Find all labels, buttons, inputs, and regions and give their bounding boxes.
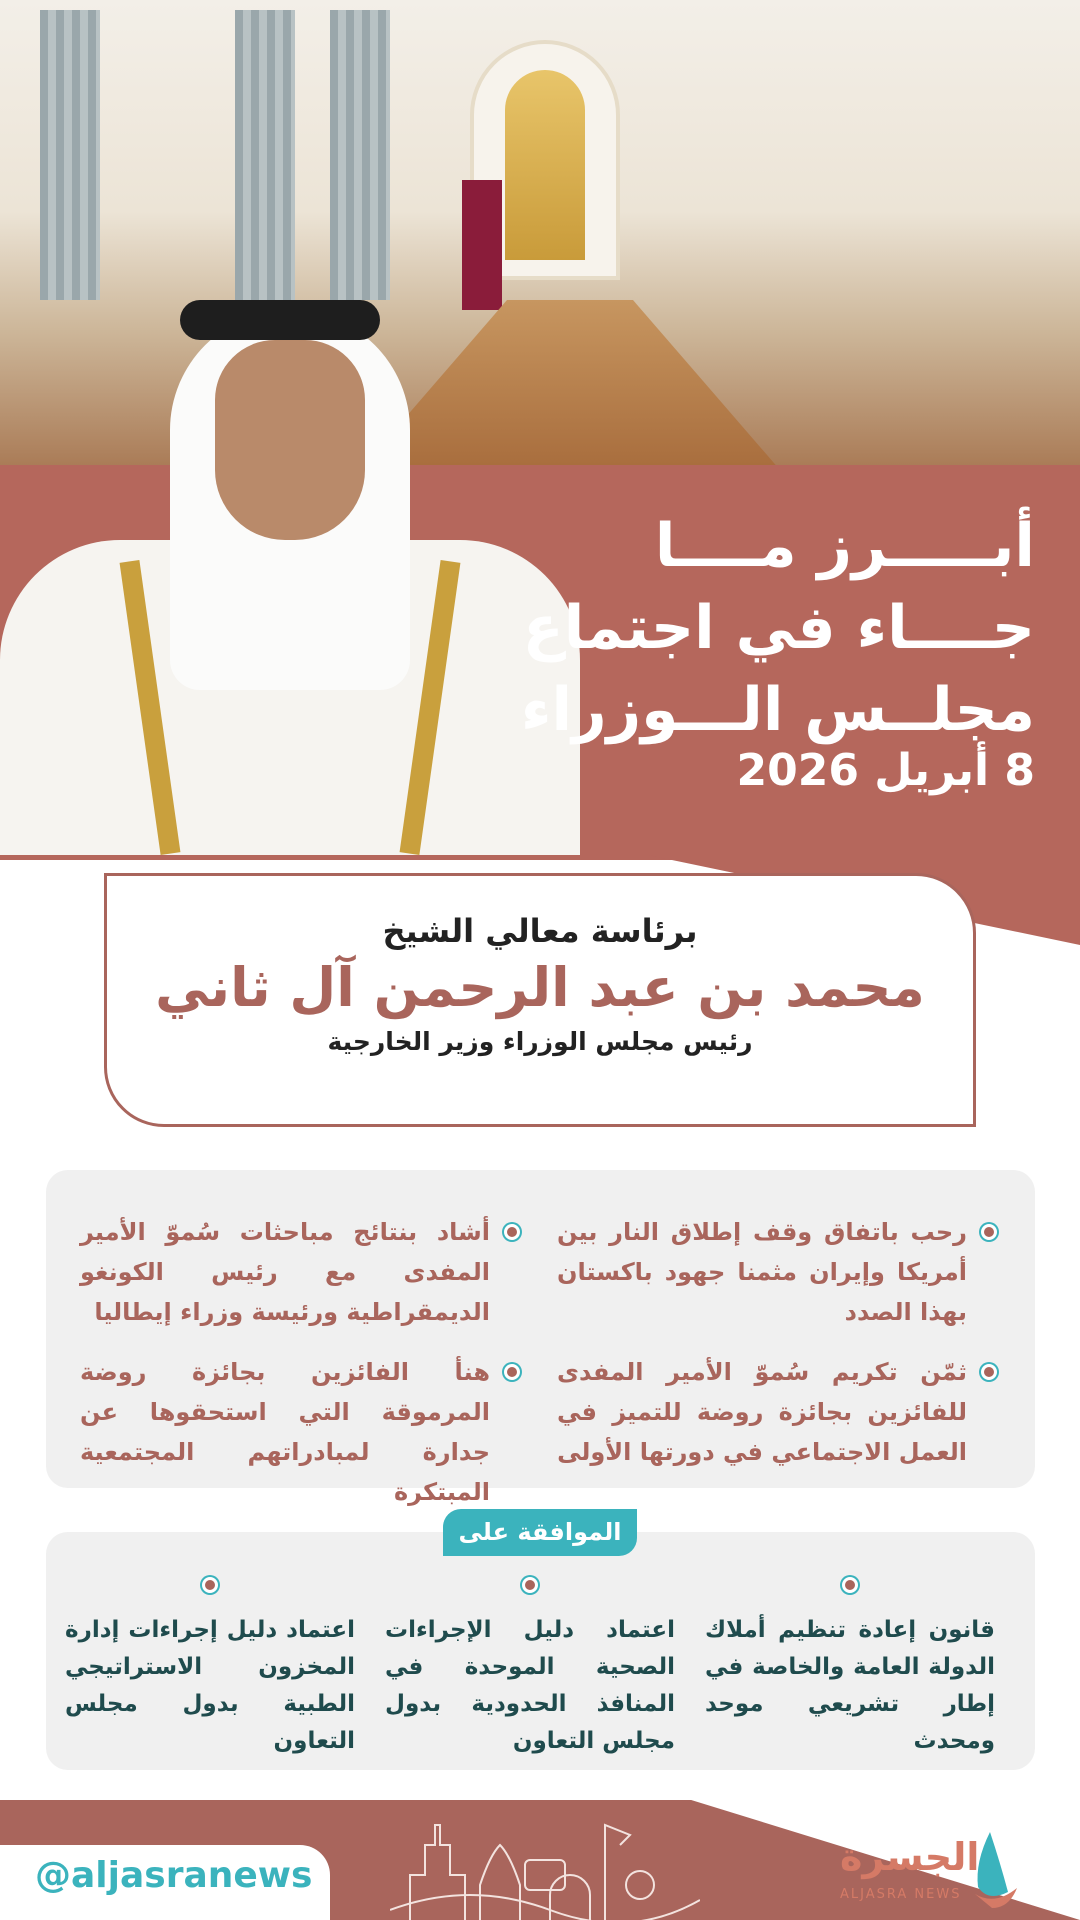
chair-name: محمد بن عبد الرحمن آل ثاني [155,956,925,1019]
chair-box [104,873,976,1127]
highlight-text: رحب باتفاق وقف إطلاق النار بين أمريكا وإيران مثمنا جهود باكستان بهذا الصدد [557,1218,967,1326]
highlights-panel [46,1170,1035,1506]
approval-panel [46,1532,1035,1770]
bullet-icon [522,1577,538,1593]
highlight-item [80,1212,520,1332]
approval-label: الموافقة على [443,1509,637,1556]
bullet-icon [202,1577,218,1593]
approval-item [385,1612,675,1760]
face [215,340,365,540]
logo-english: ALJASRA NEWS [840,1887,962,1902]
approval-text: قانون إعادة تنظيم أملاك الدولة العامة والخاصة في إطار تشريعي موحد ومحدث [705,1617,995,1754]
bullet-icon [504,1364,520,1380]
headline [521,505,1035,751]
approval-item [65,1612,355,1760]
highlight-item [557,1212,997,1332]
highlight-text: هنأ الفائزين بجائزة روضة المرموقة التي استحقوها عن جدارة لمبادراتهم المجتمعية المبتكرة [80,1358,490,1506]
logo-arabic: الجسرة [840,1835,980,1879]
chair-role: رئيس مجلس الوزراء وزير الخارجية [327,1027,753,1056]
curtain [40,10,100,300]
chair-intro: برئاسة معالي الشيخ [382,912,698,950]
portrait [0,290,580,855]
curtain [235,10,295,300]
highlight-text: ثمّن تكريم سُموّ الأمير المفدى للفائزين بجائزة روضة للتميز في العمل الاجتماعي في دورتها الأولى [557,1358,967,1466]
headline-line: مجلــس الـــوزراء [520,675,1035,745]
approval-item [705,1612,995,1760]
headline-line: جــــاء في اجتماع [522,593,1035,663]
golden-door [505,70,585,260]
igal [180,300,380,340]
curtain [330,10,390,300]
headline-line: أبـــــرز مــــا [654,511,1035,581]
bullet-icon [981,1224,997,1240]
highlight-item [557,1352,997,1472]
bullet-icon [842,1577,858,1593]
bullet-icon [504,1224,520,1240]
highlight-item [80,1352,520,1512]
highlight-text: أشاد بنتائج مباحثات سُموّ الأمير المفدى مع رئيس الكونغو الديمقراطية ورئيسة وزراء إيطاليا [80,1218,490,1326]
social-handle[interactable]: @aljasranews [35,1855,313,1896]
approval-text: اعتماد دليل إجراءات إدارة المخزون الاستراتيجي الطبية بدول مجلس التعاون [65,1617,355,1754]
doha-skyline-icon [390,1815,700,1920]
approval-text: اعتماد دليل الإجراءات الصحية الموحدة في المنافذ الحدودية بدول مجلس التعاون [385,1617,675,1754]
meeting-date: 8 أبريل 2026 [736,745,1035,796]
bullet-icon [981,1364,997,1380]
